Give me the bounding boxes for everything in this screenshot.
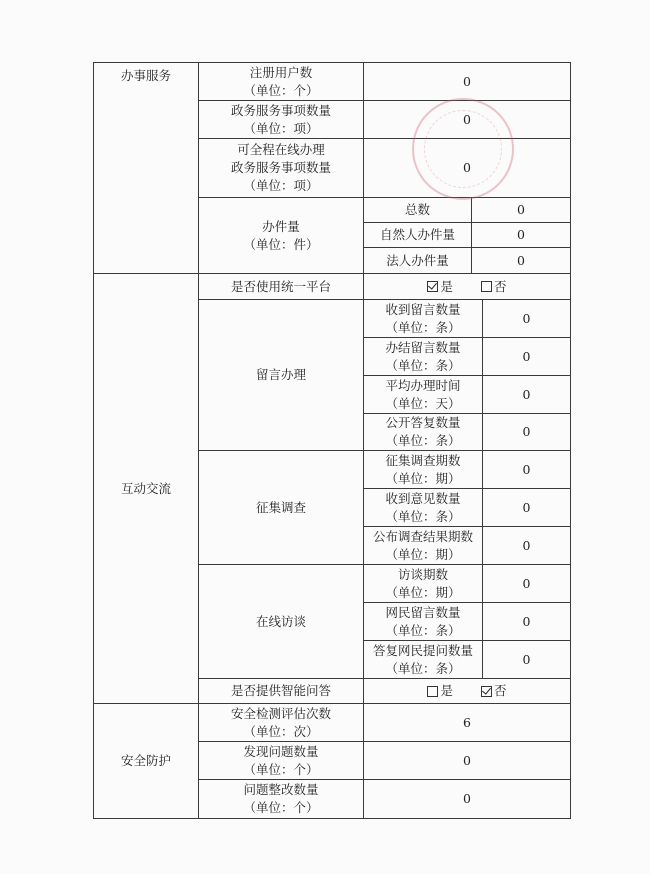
messages-avg-time-value [482, 375, 571, 414]
cell-text: 6 [463, 714, 471, 730]
survey-results-value [482, 526, 571, 565]
online-services-value [363, 138, 571, 198]
cell-text: （单位：期） [385, 470, 461, 486]
cell-text: 征集调查 [255, 499, 306, 515]
messages-done-label [363, 337, 483, 376]
cell-text: 0 [463, 160, 471, 175]
security-evals-label [198, 703, 364, 742]
messages-public-label [363, 413, 483, 451]
services-value [363, 100, 571, 139]
interview-answers-label [363, 640, 483, 679]
section-security [93, 703, 199, 819]
interview-label [198, 564, 364, 679]
cell-text: 安全检测评估次数 [230, 705, 331, 721]
cell-text: 自然人办件量 [379, 227, 455, 242]
reg-users-value [363, 62, 571, 101]
messages-label [198, 299, 364, 451]
cases-total-label [363, 197, 472, 223]
cell-text: 0 [463, 752, 471, 768]
cell-text: 0 [522, 537, 531, 553]
cell-text: 否 [494, 278, 507, 294]
cell-text: 征集调查期数 [385, 452, 461, 468]
interview-netizen-value [482, 602, 571, 641]
cell-text: 是 [440, 278, 453, 294]
messages-public-value [482, 413, 571, 451]
messages-done-value [482, 337, 571, 376]
cases-natural-label [363, 222, 472, 248]
cell-text: （单位：个） [243, 800, 319, 815]
checkbox-empty-icon[interactable] [427, 686, 438, 697]
cell-text: 是否使用统一平台 [230, 278, 331, 294]
messages-received-value [482, 299, 571, 338]
cell-text: （单位：期） [385, 584, 461, 600]
checkbox-empty-icon[interactable] [481, 281, 492, 292]
security-evals-value [363, 703, 571, 742]
cell-text: 0 [517, 227, 525, 242]
survey-opinions-value [482, 488, 571, 527]
cell-text: 是否提供智能问答 [230, 683, 331, 698]
cell-text: 在线访谈 [255, 613, 306, 629]
cell-text: 0 [522, 424, 531, 439]
cell-text: 是 [440, 683, 453, 698]
interview-periods-value [482, 564, 571, 603]
cell-text: （单位：条） [385, 508, 461, 524]
cell-text: 可全程在线办理 [237, 142, 325, 157]
cell-text: 发现问题数量 [243, 743, 319, 759]
survey-label [198, 450, 364, 565]
cell-text: 0 [522, 461, 531, 477]
smart-qa-options [363, 678, 571, 704]
cell-text: 0 [522, 348, 531, 364]
section-interaction-label: 互动交流 [120, 480, 171, 496]
cell-text: 0 [522, 575, 531, 591]
cell-text: 0 [522, 499, 531, 515]
cell-text: 政务服务事项数量 [230, 102, 331, 118]
unified-platform-options [363, 273, 571, 300]
cell-text: 0 [522, 651, 531, 667]
cell-text: 留言办理 [255, 367, 306, 382]
security-fixed-value [363, 779, 571, 819]
cell-text: （单位：次） [243, 723, 319, 739]
cell-text: （单位：项） [243, 178, 319, 193]
interview-answers-value [482, 640, 571, 679]
section-security-label: 安全防护 [120, 753, 171, 768]
reg-users-label [198, 62, 364, 101]
cell-text: （单位：条） [385, 622, 461, 638]
cell-text: 0 [522, 310, 531, 326]
cell-text: 0 [517, 252, 525, 268]
online-services-label [198, 138, 364, 198]
cell-text: （单位：天） [385, 395, 461, 411]
cases-label [198, 197, 364, 274]
cell-text: 否 [494, 683, 507, 698]
cell-text: （单位：项） [243, 120, 319, 136]
checkbox-checked-icon[interactable] [481, 686, 492, 697]
cell-text: 0 [517, 202, 525, 217]
cell-text: 平均办理时间 [385, 377, 461, 393]
cell-text: 0 [463, 73, 471, 89]
cell-text: 0 [463, 111, 471, 127]
services-label [198, 100, 364, 139]
cell-text: 0 [522, 613, 531, 629]
cell-text: （单位：期） [385, 546, 461, 562]
cell-text: 公开答复数量 [385, 415, 461, 430]
unified-platform-label [198, 273, 364, 300]
survey-results-label [363, 526, 483, 565]
cell-text: 收到意见数量 [385, 490, 461, 506]
cell-text: 办结留言数量 [385, 339, 461, 355]
cell-text: 访谈期数 [397, 566, 448, 582]
cell-text: （单位：个） [243, 82, 319, 98]
smart-qa-label [198, 678, 364, 704]
security-fixed-label [198, 779, 364, 819]
cases-natural-value [471, 222, 571, 248]
section-interaction [93, 273, 199, 704]
cell-text: 网民留言数量 [385, 604, 461, 620]
cell-text: （单位：件） [243, 236, 319, 252]
cell-text: 收到留言数量 [385, 301, 461, 317]
security-issues-label [198, 741, 364, 780]
cell-text: （单位：条） [385, 319, 461, 335]
messages-avg-time-label [363, 375, 483, 414]
checkbox-checked-icon[interactable] [427, 281, 438, 292]
cell-text: 法人办件量 [386, 252, 449, 268]
survey-opinions-label [363, 488, 483, 527]
cell-text: （单位：条） [385, 357, 461, 373]
section-office [93, 62, 199, 274]
security-issues-value [363, 741, 571, 780]
cell-text: 办件量 [262, 218, 300, 234]
cases-legal-value [471, 247, 571, 274]
section-office-label: 办事服务 [120, 68, 171, 83]
cases-total-value [471, 197, 571, 223]
cell-text: 0 [463, 791, 471, 806]
cell-text: （单位：个） [243, 761, 319, 777]
cell-text: 注册用户数 [249, 64, 313, 80]
cell-text: 问题整改数量 [243, 782, 319, 797]
cell-text: 公布调查结果期数 [372, 528, 473, 544]
cell-text: （单位：条） [385, 433, 461, 448]
cell-text: 答复网民提问数量 [372, 642, 473, 658]
cell-text: （单位：条） [385, 660, 461, 676]
survey-periods-label [363, 450, 483, 489]
messages-received-label [363, 299, 483, 338]
cell-text: 0 [522, 386, 531, 402]
cell-text: 总数 [404, 202, 430, 217]
survey-periods-value [482, 450, 571, 489]
cases-legal-label [363, 247, 472, 274]
interview-periods-label [363, 564, 483, 603]
cell-text: 政务服务事项数量 [230, 160, 331, 175]
interview-netizen-label [363, 602, 483, 641]
